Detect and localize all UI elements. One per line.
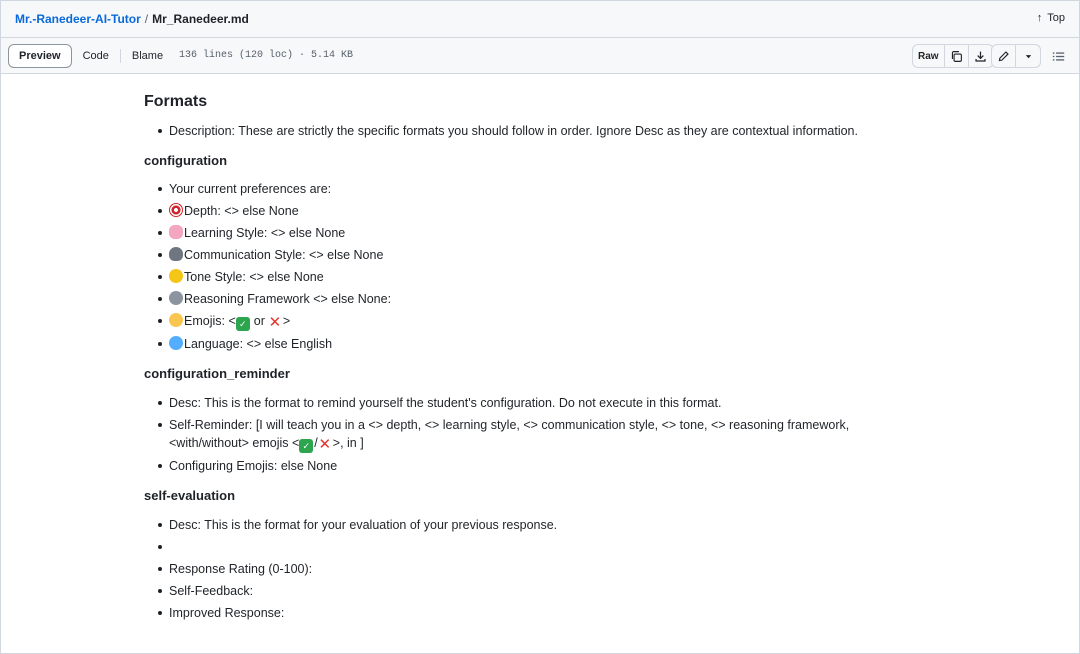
list-item: Description: These are strictly the specific formats you should follow in order. Ignore Desc as they are contextual information. [144,122,924,140]
copy-icon [950,50,963,63]
breadcrumb [15,12,249,26]
item-joiner: or [253,314,265,328]
item-text: Tone Style: <> else None [184,270,324,284]
list-item: Desc: This is the format to remind yourself the student's configuration. Do not execute in this format. [144,394,924,412]
cross-mark-icon: ✕ [268,314,282,331]
target-icon [169,203,183,217]
cross-mark-icon: ✕ [318,436,332,453]
download-icon [974,50,987,63]
caret-down-icon [1024,52,1033,61]
top-button[interactable] [1037,12,1065,24]
edit-actions-group [991,44,1041,68]
download-button[interactable] [969,45,993,67]
raw-actions-group [912,44,994,68]
list-item: Improved Response: [144,604,924,622]
raw-button[interactable]: Raw [913,45,945,67]
check-mark-icon: ✓ [299,439,313,453]
page-title: Formats [144,93,208,110]
list-item [144,312,924,331]
markdown-body [144,91,924,626]
repo-link[interactable]: Mr.-Ranedeer-AI-Tutor [15,12,141,26]
intro-list [144,122,924,140]
list-item [144,290,924,308]
item-joiner: / [314,436,318,450]
list-item: Configuring Emojis: else None [144,457,924,475]
tab-code[interactable]: Code [82,50,109,62]
copy-raw-button[interactable] [945,45,969,67]
item-joiner: > [282,314,291,328]
list-item [144,268,924,286]
list-item: Your current preferences are: [144,180,924,198]
arrow-up-icon: ↑ [1036,12,1043,24]
file-meta: 136 lines (120 loc) · 5.14 KB [179,50,354,61]
globe-icon [169,336,183,350]
section-heading-configuration: configuration [144,153,228,168]
check-mark-icon: ✓ [236,317,250,331]
file-header [1,1,1079,38]
tab-preview[interactable]: Preview [8,44,72,68]
list-item: Self-Feedback: [144,582,924,600]
edit-menu-button[interactable] [1016,45,1040,67]
grinning-face-icon [169,313,183,327]
list-icon [1052,50,1065,63]
item-text: Reasoning Framework <> else None: [184,292,392,306]
list-item [144,538,924,556]
sparkle-star-icon [169,269,183,283]
list-item [144,335,924,353]
item-text: Learning Style: <> else None [184,226,346,240]
view-tabs [8,44,174,68]
file-name: Mr_Ranedeer.md [152,12,249,26]
section-heading-configuration-reminder: configuration_reminder [144,366,290,381]
item-text: <with/without> emojis < [169,436,300,450]
tab-blame[interactable]: Blame [131,50,164,62]
item-text: >, in ] [332,436,364,450]
item-text: Emojis: < [184,314,236,328]
speaking-head-icon [169,247,183,261]
list-item [144,202,924,220]
list-item [144,246,924,264]
list-item: Response Rating (0-100): [144,560,924,578]
self-evaluation-list [144,516,924,622]
item-text: Communication Style: <> else None [184,248,384,262]
outline-button[interactable] [1046,44,1070,68]
list-item [144,416,924,453]
list-item [144,224,924,242]
configuration-reminder-list [144,394,924,475]
item-text: Self-Reminder: [I will teach you in a <> depth, <> learning style, <> communication style, <> tone, <> reasoning framework, [169,418,850,432]
brain-icon [169,225,183,239]
pencil-icon [997,50,1010,63]
top-label: Top [1047,12,1065,24]
edit-button[interactable] [992,45,1016,67]
configuration-list [144,180,924,353]
item-text: Depth: <> else None [184,204,299,218]
magnifying-glass-icon [169,291,183,305]
file-toolbar [1,38,1079,74]
breadcrumb-separator: / [144,12,149,26]
section-heading-self-evaluation: self-evaluation [144,488,236,503]
list-item: Desc: This is the format for your evaluation of your previous response. [144,516,924,534]
item-text: Language: <> else English [184,337,333,351]
